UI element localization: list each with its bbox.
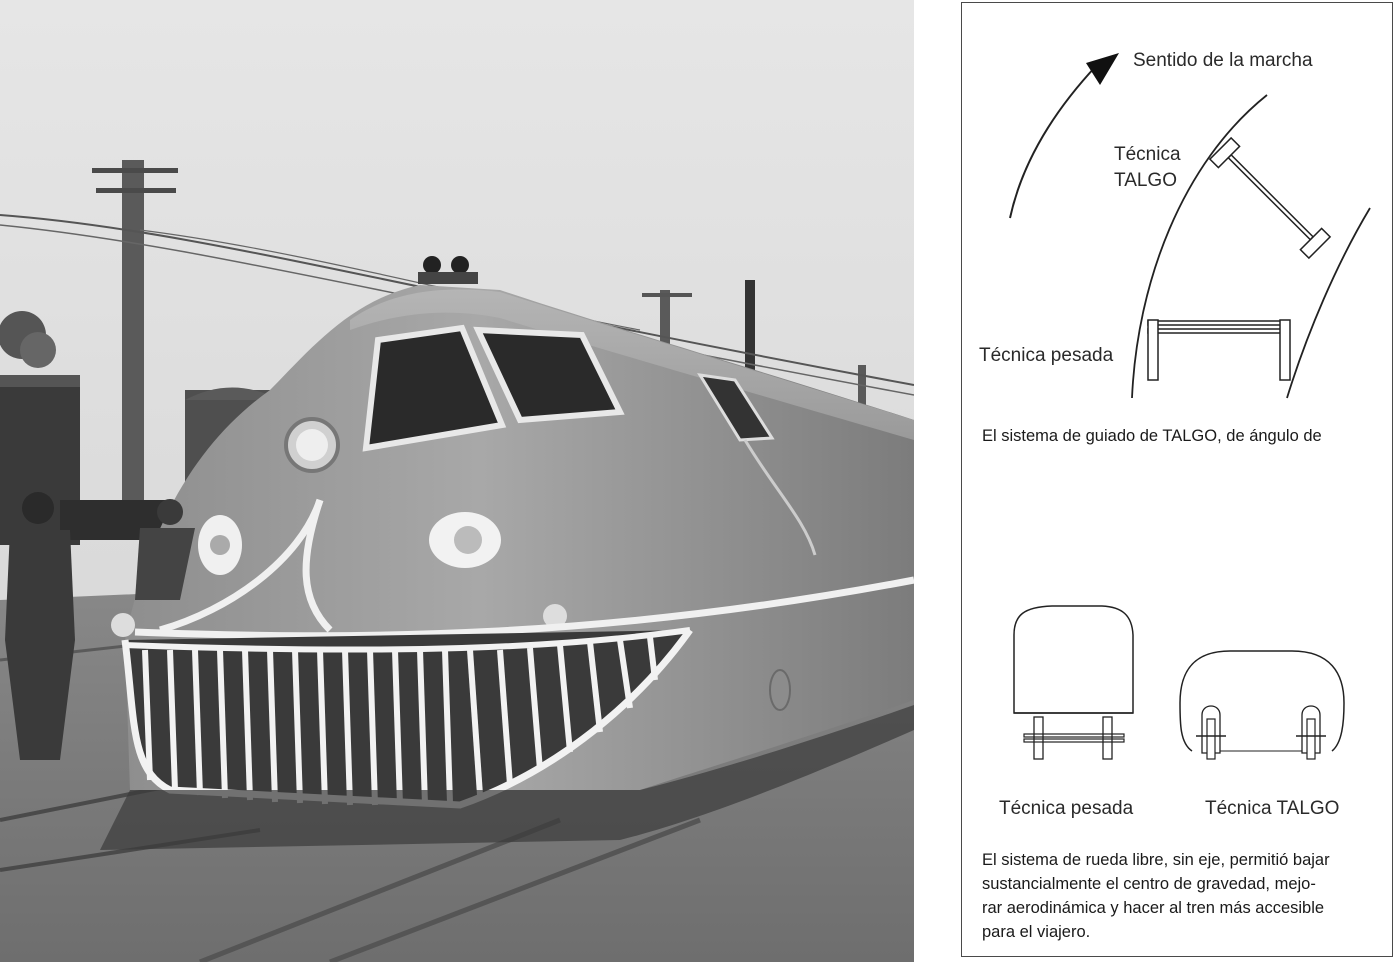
heavy-label-wheels: Técnica pesada: [999, 798, 1134, 819]
direction-label: Sentido de la marcha: [1133, 50, 1313, 71]
talgo-label-line2: TALGO: [1114, 170, 1177, 191]
wheels-caption-line-4: para el viajero.: [982, 923, 1091, 941]
talgo-label-line1: Técnica: [1114, 144, 1181, 165]
wheels-caption-line-3: rar aerodinámica y hacer al tren más accesible: [982, 899, 1325, 917]
talgo-label-wheels: Técnica TALGO: [1205, 798, 1340, 819]
arrow-head-icon: [1086, 53, 1119, 85]
diagram-panel: [961, 2, 1393, 957]
heavy-label-guidance: Técnica pesada: [979, 345, 1114, 366]
wheels-caption-line-2: sustancialmente el centro de gravedad, mejo-: [982, 875, 1316, 893]
guidance-caption: El sistema de guiado de TALGO, de ángulo de: [982, 427, 1322, 445]
wheels-caption: [982, 848, 1387, 944]
wheels-caption-line-1: El sistema de rueda libre, sin eje, permitió bajar: [982, 851, 1330, 869]
